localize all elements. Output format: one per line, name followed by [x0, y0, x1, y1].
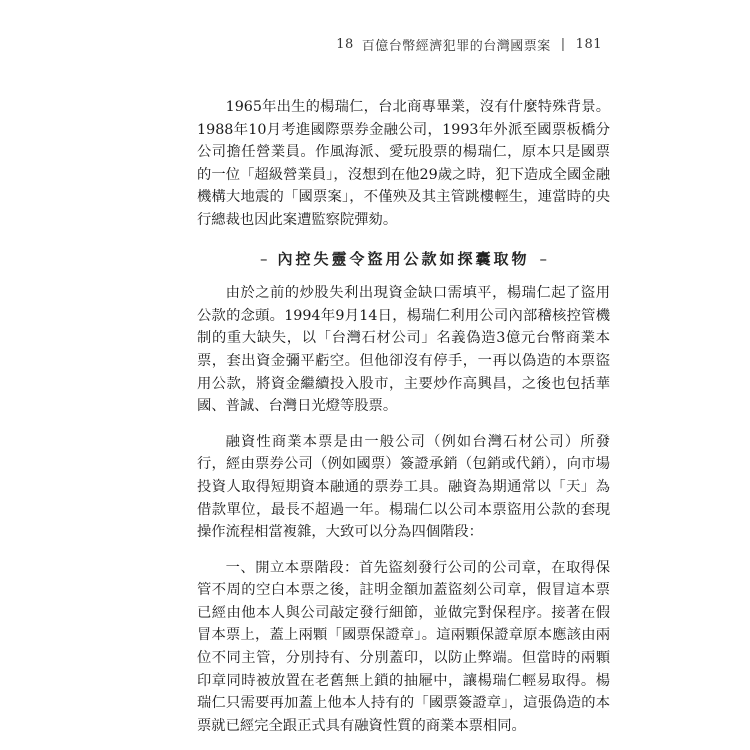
chapter-title: 百億台幣經濟犯罪的台灣國票案 [361, 39, 551, 54]
paragraph-1: 1965年出生的楊瑞仁，台北商專畢業，沒有什麼特殊背景。1988年10月考進國際票券金融公司，1993年外派至國票板橋分公司擔任營業員。作風海派、愛玩股票的楊瑞仁，原本只是國票的一位「超級營業員」，沒想到在他29歲之時，犯下造成全國金融機構大地震的「國票案」，不僅殃及其主管跳樓輕生，連當時的央行總裁也因此案遭監察院彈劾。 [197, 99, 610, 228]
header-separator: | [560, 37, 566, 52]
page-number: 181 [575, 37, 602, 52]
paragraph-4: 一、開立本票階段：首先盜刻發行公司的公司章，在取得保管不周的空白本票之後，註明金額加蓋盜刻公司章，假冒這本票已經由他本人與公司敲定發行細節，並做完對保程序。接著在假冒本票上，蓋上兩顆「國票保證章」。這兩顆保證章原本應該由兩位不同主管，分別持有、分別蓋印，以防止弊端。但當時的兩顆印章同時被放置在老舊無上鎖的抽屜中，讓楊瑞仁輕易取得。楊瑞仁只需要再加蓋上他本人持有的「國票簽證章」，這張偽造的本票就已經完全跟正式具有融資性質的商業本票相同。 [197, 559, 610, 734]
chapter-number: 18 [336, 37, 354, 52]
section-heading [197, 248, 610, 271]
heading-dash-left: – [259, 249, 268, 268]
paragraph-2: 由於之前的炒股失利出現資金缺口需填平，楊瑞仁起了盜用公款的念頭。1994年9月14日，楊瑞仁利用公司內部稽核控管機制的重大缺失，以「台灣石材公司」名義偽造3億元台幣商業本票，套出資金彌平虧空。但他卻沒有停手，一再以偽造的本票盜用公款，將資金繼續投入股市，主要炒作高興昌，之後也包括華國、普誠、台灣日光燈等股票。 [197, 285, 610, 415]
page-body [197, 96, 610, 737]
section-heading-text: 內控失靈令盜用公款如探囊取物 [277, 249, 530, 268]
heading-dash-right: – [539, 249, 547, 268]
paragraph-3: 融資性商業本票是由一般公司（例如台灣石材公司）所發行，經由票券公司（例如國票）簽證承銷（包銷或代銷），向市場投資人取得短期資本融通的票券工具。融資為期通常以「天」為借款單位，最長不超過一年。楊瑞仁以公司本票盜用公款的套現操作流程相當複雜，大致可以分為四個階段： [197, 433, 610, 541]
running-header [336, 35, 602, 54]
